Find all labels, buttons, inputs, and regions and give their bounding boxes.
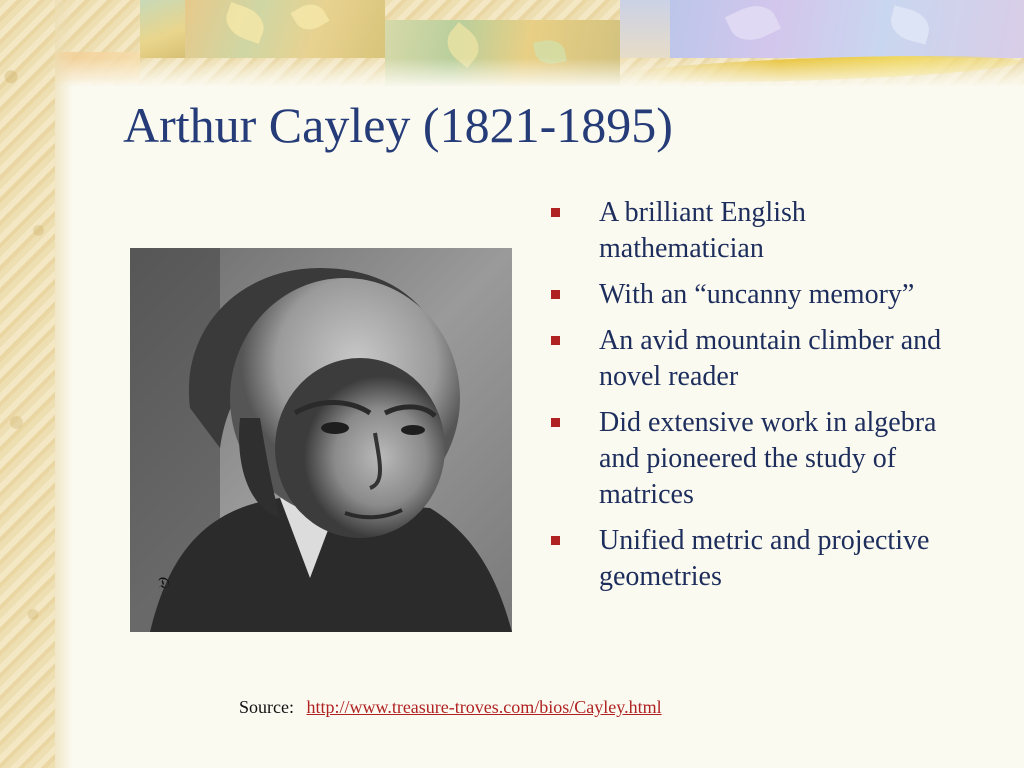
- bullet-item: [548, 195, 968, 267]
- bullet-square-icon: [551, 536, 560, 545]
- bullet-item: [548, 405, 968, 513]
- bullet-text: A brilliant English mathematician: [599, 197, 806, 264]
- bullet-square-icon: [551, 336, 560, 345]
- bullet-square-icon: [551, 290, 560, 299]
- bullet-text: With an “uncanny memory”: [599, 279, 915, 310]
- decorative-left-strip: [0, 0, 55, 768]
- decor-block-pale: [620, 0, 670, 58]
- bullet-text: Did extensive work in algebra and pioneered the study of matrices: [599, 407, 937, 510]
- decor-fade: [0, 58, 1024, 88]
- portrait-image: [130, 248, 512, 632]
- portrait-monogram: 𝔇: [158, 573, 170, 592]
- leaf-shape: [887, 5, 933, 44]
- decor-block-lavender: [670, 0, 1024, 58]
- decor-block-green: [140, 0, 185, 58]
- bullet-text: Unified metric and projective geometries: [599, 525, 930, 592]
- source-label: Source:: [239, 697, 294, 717]
- source-link[interactable]: http://www.treasure-troves.com/bios/Cayley.html: [306, 697, 662, 717]
- bullet-square-icon: [551, 208, 560, 217]
- bullet-item: [548, 323, 968, 395]
- bullet-text: An avid mountain climber and novel reader: [599, 325, 942, 392]
- bullet-item: [548, 523, 968, 595]
- decorative-header-band: [0, 0, 1024, 86]
- leaf-shape: [221, 2, 269, 44]
- portrait-eye: [401, 425, 425, 435]
- bullet-list: [548, 195, 968, 605]
- decor-block-leaves: [185, 0, 385, 58]
- bullet-item: [548, 277, 968, 313]
- slide-title: Arthur Cayley (1821-1895): [123, 97, 673, 153]
- leaf-shape: [291, 0, 330, 36]
- leaf-shape: [725, 0, 781, 48]
- portrait-face: [275, 358, 445, 538]
- bullet-square-icon: [551, 418, 560, 427]
- portrait-eye: [321, 422, 349, 434]
- source-line: [239, 697, 662, 718]
